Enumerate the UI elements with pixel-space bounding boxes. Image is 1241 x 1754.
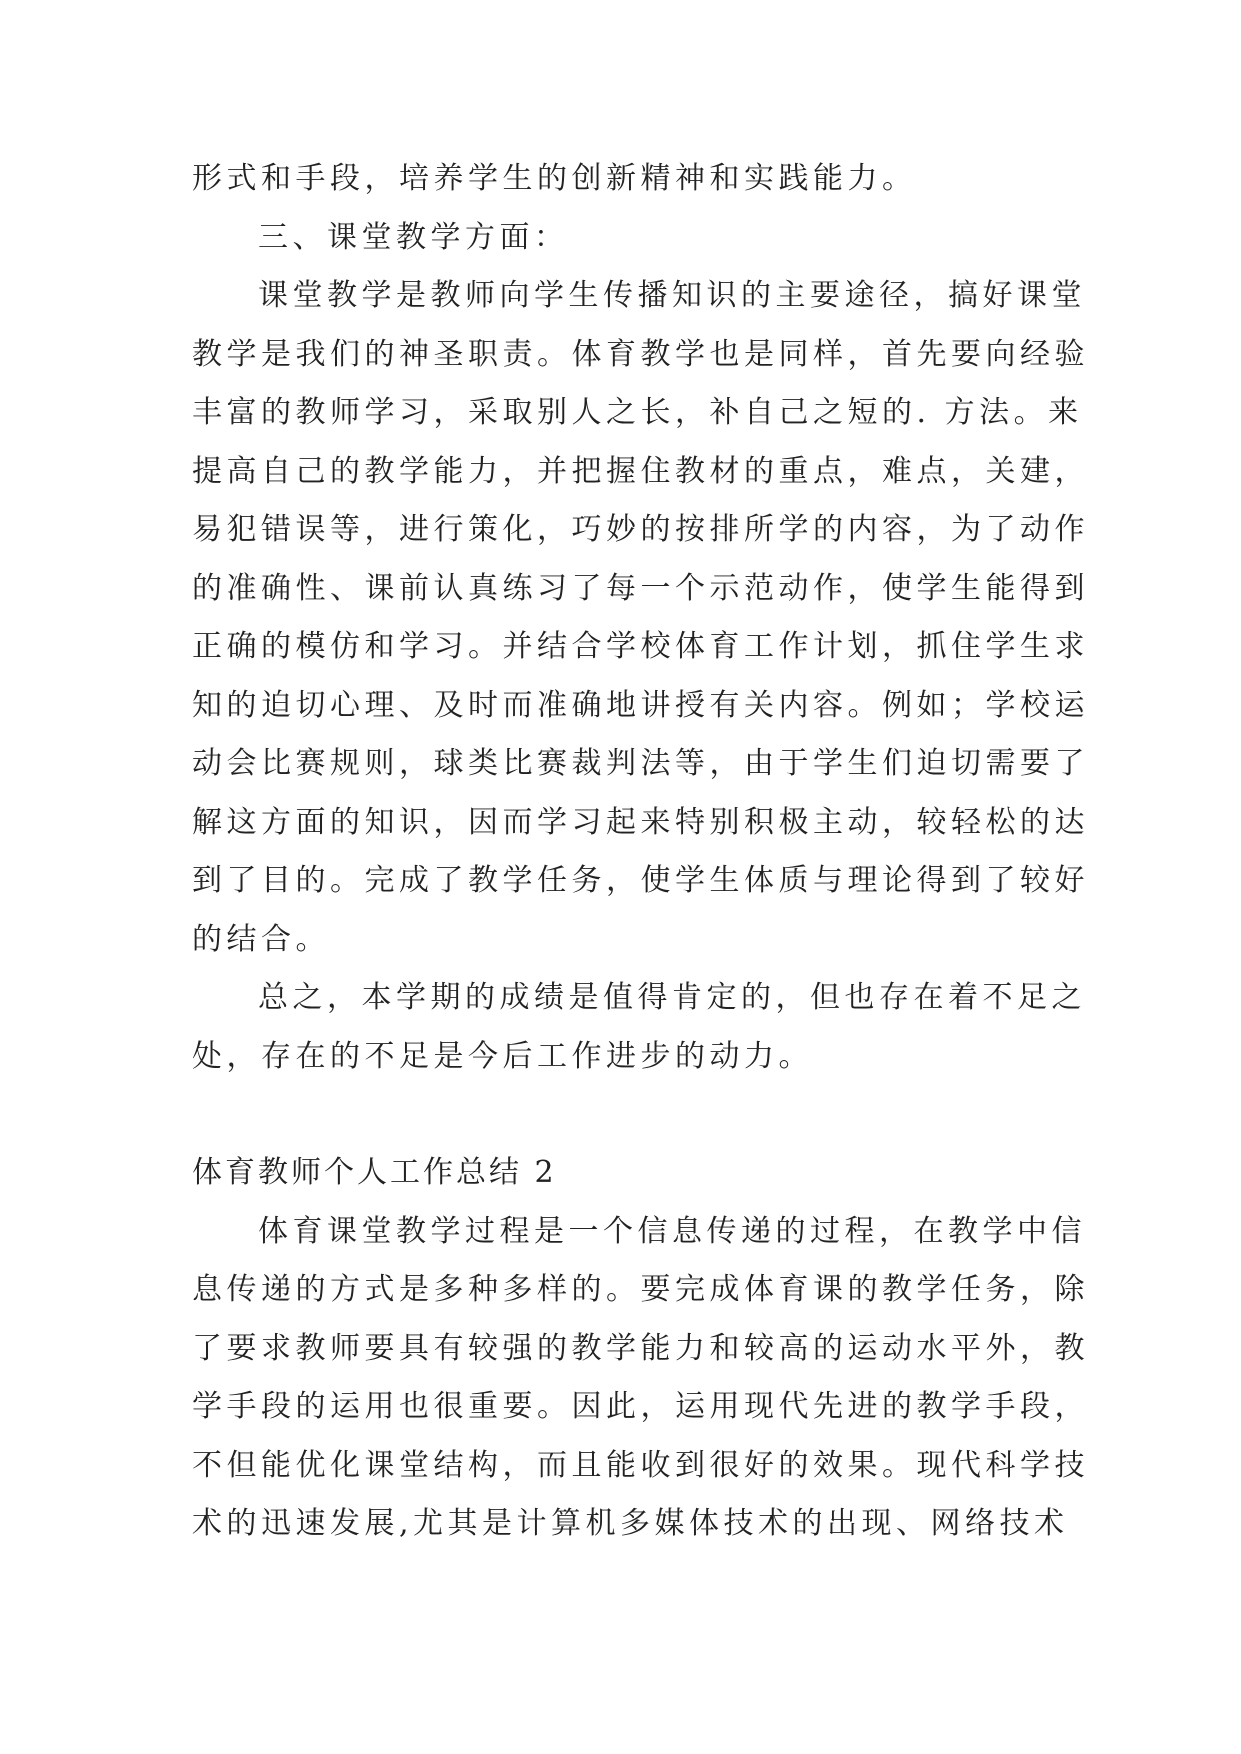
paragraph-line: 提高自己的教学能力，并把握住教材的重点，难点，关建， [192,453,1089,489]
paragraph-line: 术的迅速发展,尤其是计算机多媒体技术的出现、网络技术 [192,1506,1069,1541]
paragraph-line: 知的迫切心理、及时而准确地讲授有关内容。例如；学校运 [192,687,1089,723]
paragraph-line: 的结合。 [192,921,330,957]
paragraph-line: 总之，本学期的成绩是值得肯定的，但也存在着不足之 [258,980,1086,1015]
paragraph-line: 解这方面的知识，因而学习起来特别积极主动，较轻松的达 [192,804,1089,840]
paragraph-line: 了要求教师要具有较强的教学能力和较高的运动水平外，教 [192,1330,1089,1366]
paragraph-line: 到了目的。完成了教学任务，使学生体质与理论得到了较好 [192,863,1089,898]
paragraph-line: 不但能优化课堂结构，而且能收到很好的效果。现代科学技 [192,1447,1089,1483]
paragraph-line: 课堂教学是教师向学生传播知识的主要途径，搞好课堂 [258,278,1086,313]
section-heading: 三、课堂教学方面： [258,219,569,255]
section-gap [192,1086,1054,1144]
paragraph-line: 处，存在的不足是今后工作进步的动力。 [192,1038,813,1074]
paragraph-line: 易犯错误等，进行策化，巧妙的按排所学的内容，为了动作 [192,512,1089,547]
paragraph-line: 的准确性、课前认真练习了每一个示范动作，使学生能得到 [192,570,1089,606]
paragraph-line: 丰富的教师学习，采取别人之长，补自己之短的. 方法。来 [192,395,1083,430]
paragraph-line: 体育课堂教学过程是一个信息传递的过程，在教学中信 [258,1213,1086,1249]
text-line: 形式和手段，培养学生的创新精神和实践能力。 [192,161,917,196]
document-body [192,150,1089,1554]
paragraph-line: 正确的模仿和学习。并结合学校体育工作计划，抓住学生求 [192,629,1089,664]
paragraph-line: 学手段的运用也很重要。因此，运用现代先进的教学手段， [192,1389,1089,1424]
paragraph-line: 动会比赛规则，球类比赛裁判法等，由于学生们迫切需要了 [192,746,1089,781]
paragraph-line: 息传递的方式是多种多样的。要完成体育课的教学任务，除 [192,1272,1089,1307]
document-title: 体育教师个人工作总结 2 [192,1155,557,1190]
paragraph-line: 教学是我们的神圣职责。体育教学也是同样，首先要向经验 [192,336,1089,372]
